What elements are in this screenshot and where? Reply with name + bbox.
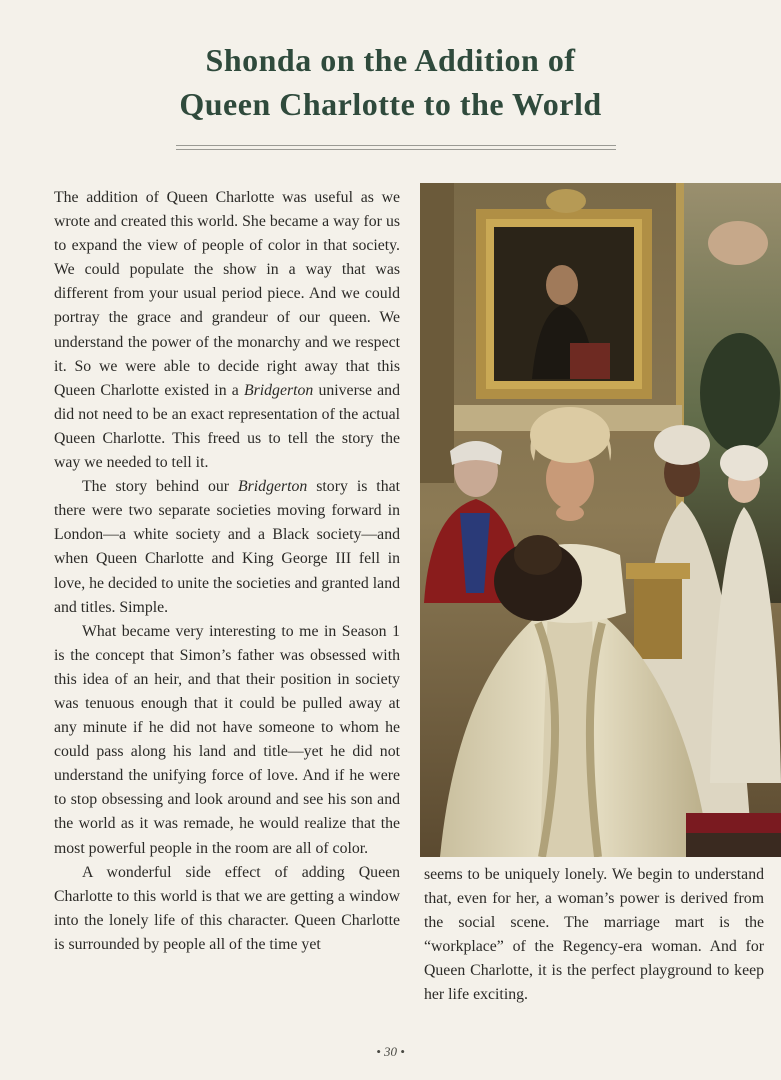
paragraph-2: The story behind our Bridgerton story is that there were two separate societies moving forward in London—a white society and a Black society—and when Queen Charlotte and King George III fell in love, he decided to unite the societies and granted land and titles. Simple. [54, 478, 400, 616]
title-rule-top [176, 145, 616, 146]
left-column [54, 186, 400, 957]
paragraph-3: What became very interesting to me in Season 1 is the concept that Simon’s father was obsessed with this idea of an heir, and that their position in society was tenuous enough that it could be pulled away at any minute if he did not have someone to whom he could pass along his land and title—yet he did not understand the unifying force of love. And if he were to stop obsessing and look around and see his son and the world as it was remade, he would realize that the most powerful people in the room are all of color. [54, 622, 400, 857]
paragraph-5: seems to be uniquely lonely. We begin to understand that, even for her, a woman’s power is derived from the social scene. The marriage mart is the “workplace” of the Regency-era woman. And for Queen Charlotte, it is the perfect playground to keep her life exciting. [424, 866, 764, 1004]
page-title [0, 38, 781, 126]
show-title-italic: Bridgerton [238, 478, 308, 496]
page-number: • 30 • [376, 1044, 405, 1059]
title-line-2: Queen Charlotte to the World [179, 86, 602, 122]
paragraph-1: The addition of Queen Charlotte was useful as we wrote and created this world. She became a way for us to expand the view of people of color in that society. We could populate the show in a way that was different from your usual period piece. And we could portray the grace and grandeur of our queen. We understand the power of the monarchy and we respect it. So we were able to decide right away that this Queen Charlotte existed in a Bridgerton universe and did not need to be an exact representation of the actual Queen Charlotte. This freed us to tell the story the way we needed to tell it. [54, 189, 400, 472]
paragraph-4: A wonderful side effect of adding Queen Charlotte to this world is that we are getting a window into the lonely life of this character. Queen Charlotte is surrounded by people all of the time yet [54, 863, 400, 953]
show-title-italic: Bridgerton [243, 381, 314, 399]
right-column [424, 863, 764, 1008]
queen-charlotte-photo [420, 183, 781, 857]
title-rule-bottom [176, 149, 616, 150]
title-line-1: Shonda on the Addition of [205, 42, 576, 78]
